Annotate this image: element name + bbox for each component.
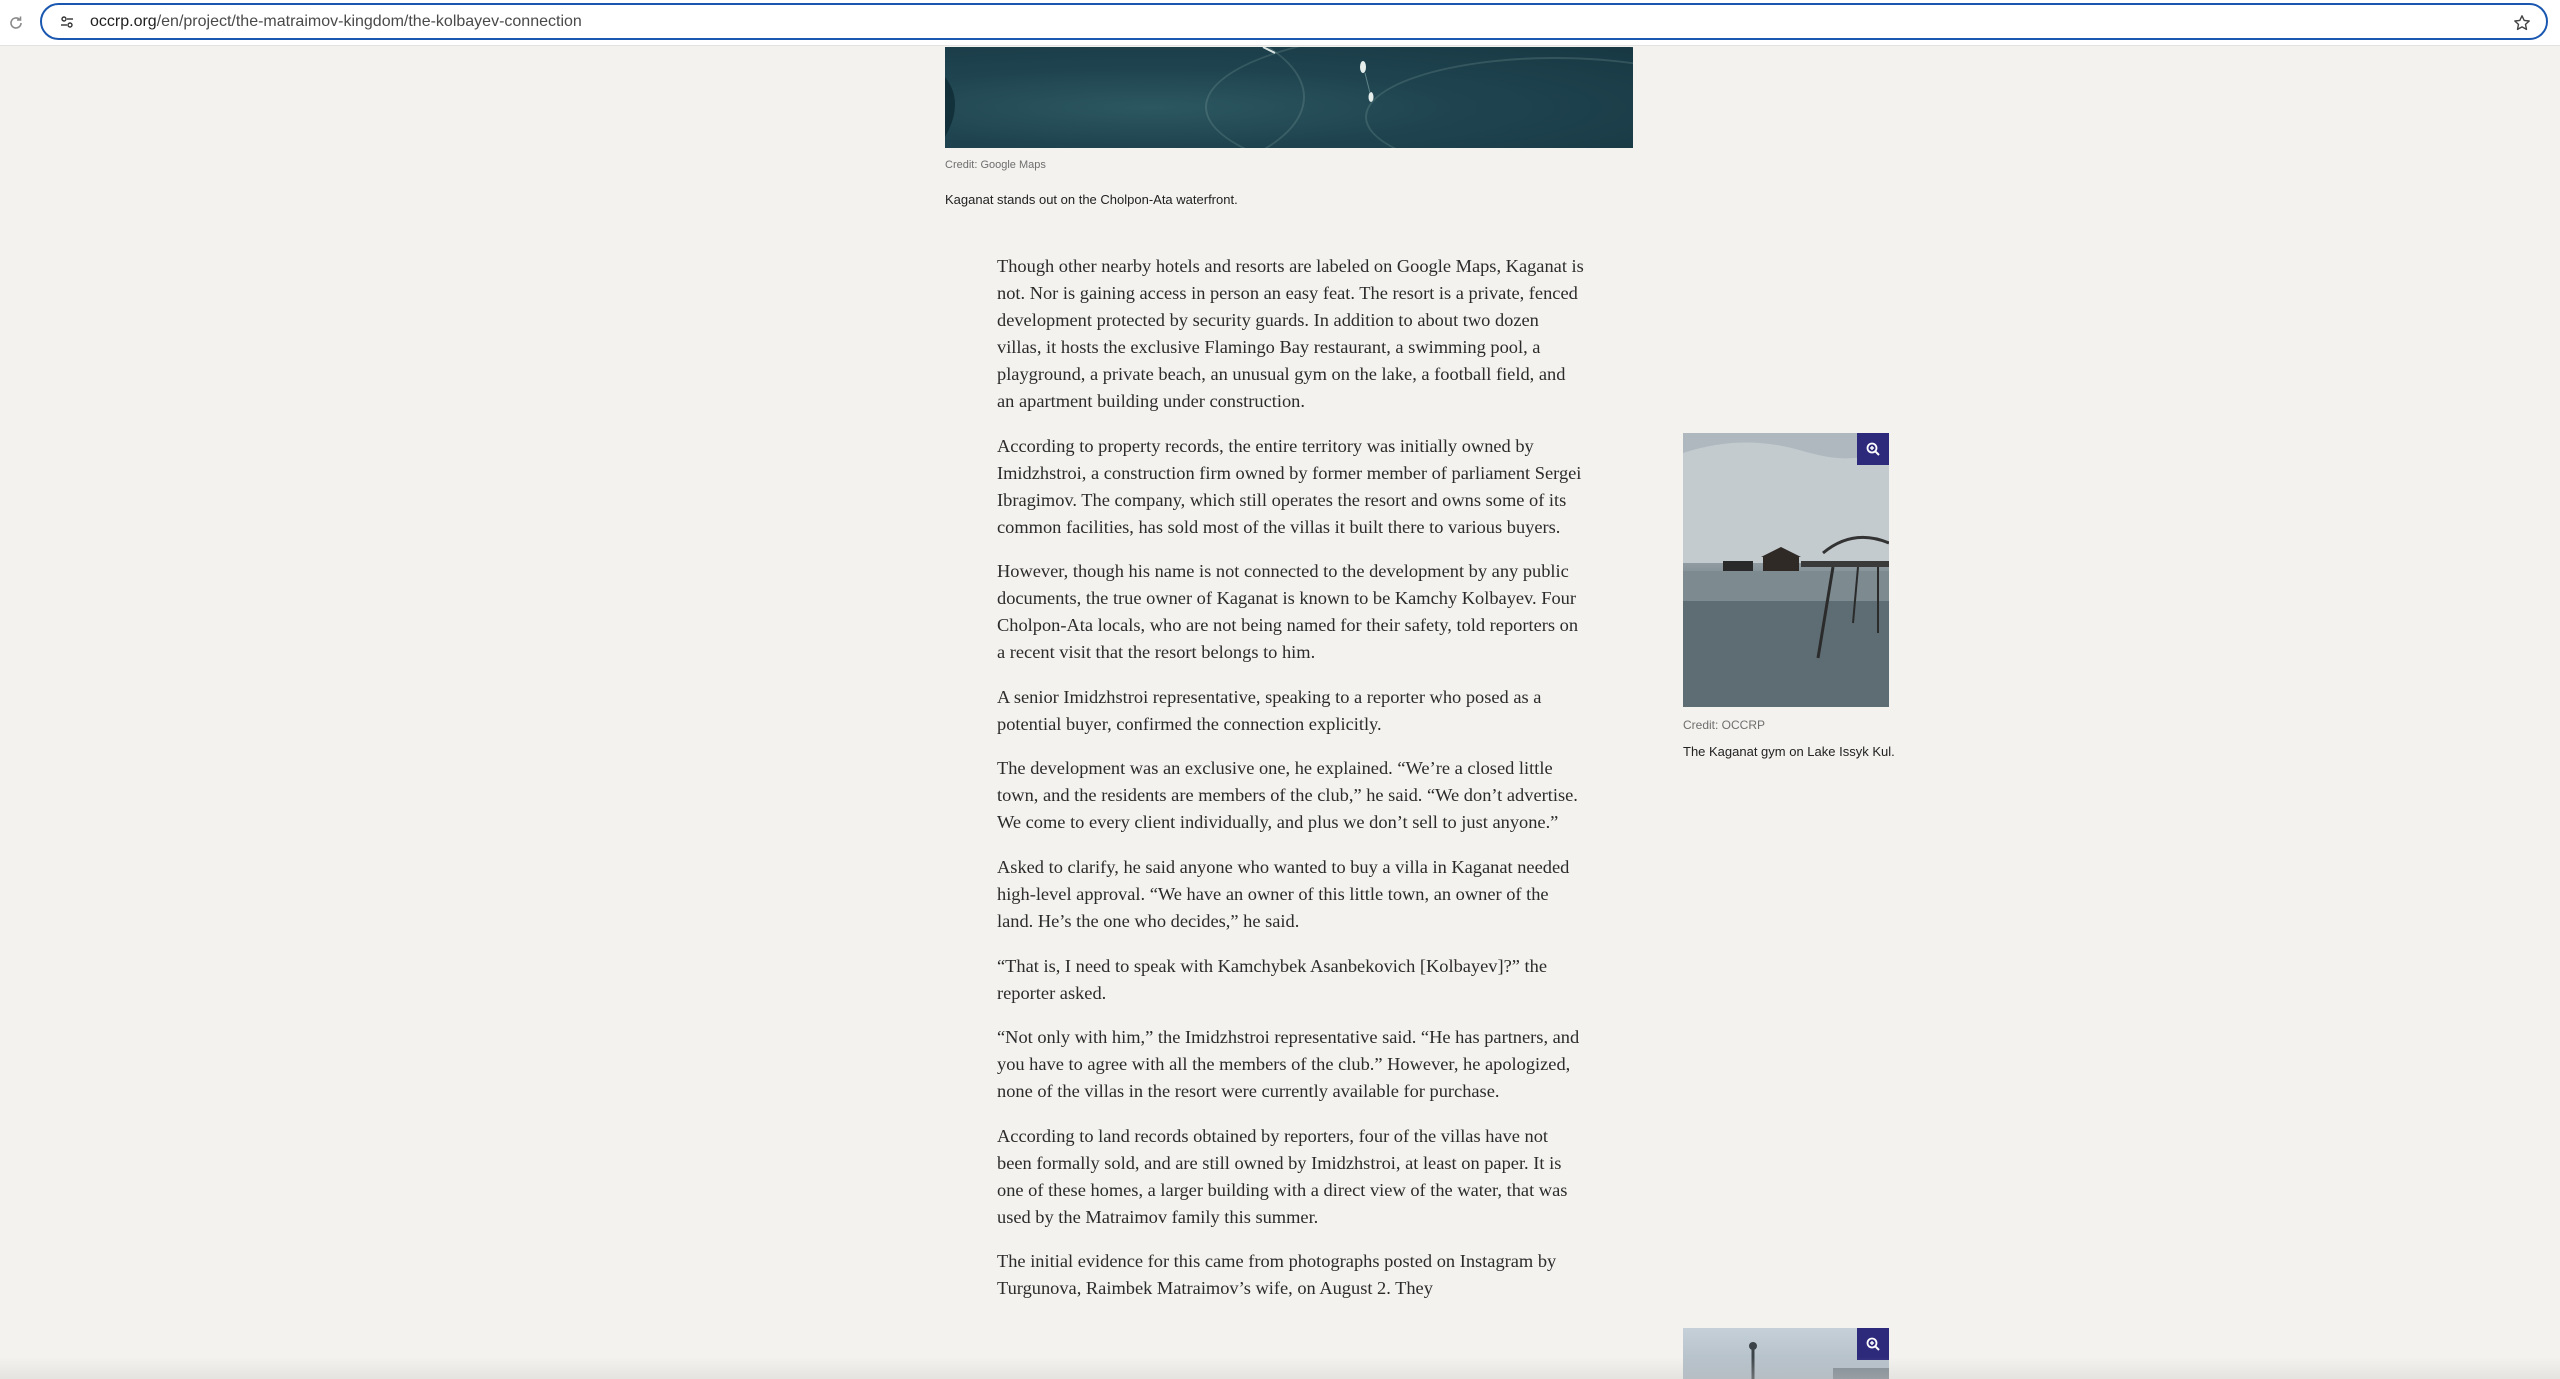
reload-icon[interactable] (4, 11, 28, 35)
pier-silhouette (1683, 433, 1889, 707)
zoom-icon[interactable] (1857, 433, 1889, 465)
photo-caption: The Kaganat gym on Lake Issyk Kul. (1683, 744, 1895, 759)
photo-credit: Credit: OCCRP (1683, 718, 1766, 732)
paragraph: The initial evidence for this came from photographs posted on Instagram by Turgunova, Raimbek Matraimov’s wife, on August 2. They (997, 1251, 1557, 1299)
paragraph: However, though his name is not connected to the development by any public documents, the true owner of Kaganat is known to be Kamchy Kolbayev. Four Cholpon-Ata locals, who are not being named for their safety, told reporters on a recent visit that the resort belongs to him. (997, 561, 1579, 663)
paragraph: A senior Imidzhstroi representative, speaking to a reporter who posed as a potential buyer, confirmed the connection explicitly. (997, 686, 1542, 734)
paragraph: “Not only with him,” the Imidzhstroi representative said. “He has partners, and you have to agree with all the members of the club.” However, he apologized, none of the villas in the resort were currently available for purchase. (997, 1027, 1580, 1102)
star-icon[interactable] (2510, 11, 2534, 35)
site-settings-icon[interactable] (54, 9, 80, 35)
bottom-shadow (0, 1357, 2560, 1379)
waterfront-aerial-photo[interactable] (945, 47, 1633, 148)
article-body (997, 253, 1587, 1320)
url-host: occrp.org (90, 12, 157, 30)
paragraph: Asked to clarify, he said anyone who wanted to buy a villa in Kaganat needed high-level approval. “We have an owner of this little town, an owner of the land. He’s the one who decides,” he said. (997, 856, 1570, 931)
photo-caption: Kaganat stands out on the Cholpon-Ata waterfront. (945, 192, 1238, 207)
photo-credit: Credit: Google Maps (945, 159, 1046, 171)
paragraph: Though other nearby hotels and resorts are labeled on Google Maps, Kaganat is not. Nor is gaining access in person an easy feat. The resort is a private, fenced development protected by security guards. In addition to about two dozen villas, it hosts the exclusive Flamingo Bay restaurant, a swimming pool, a playground, a private beach, an unusual gym on the lake, a football field, and an apartment building under construction. (997, 256, 1584, 411)
address-bar[interactable] (40, 3, 2548, 40)
gym-on-lake-photo[interactable] (1683, 433, 1889, 707)
paragraph: The development was an exclusive one, he explained. “We’re a closed little town, and the residents are members of the club,” he said. “We don’t advertise. We come to every client individually, and plus we don’t sell to just anyone.” (997, 758, 1578, 833)
paragraph: “That is, I need to speak with Kamchybek Asanbekovich [Kolbayev]?” the reporter asked. (997, 955, 1548, 1003)
paragraph: According to property records, the entire territory was initially owned by Imidzhstroi, a construction firm owned by former member of parliament Sergei Ibragimov. The company, which still operates the resort and owns some of its common facilities, has sold most of the villas it built there to various buyers. (997, 435, 1582, 537)
boat-marks (945, 47, 1633, 148)
paragraph: According to land records obtained by reporters, four of the villas have not been formally sold, and are still owned by Imidzhstroi, at least on paper. It is one of these homes, a larger building with a direct view of the water, that was used by the Matraimov family this summer. (997, 1125, 1568, 1227)
zoom-icon[interactable] (1857, 1328, 1889, 1360)
article-page (0, 47, 2560, 1379)
url-path: /en/project/the-matraimov-kingdom/the-kolbayev-connection (156, 12, 582, 30)
url-text[interactable] (90, 13, 582, 31)
browser-toolbar (0, 0, 2560, 46)
